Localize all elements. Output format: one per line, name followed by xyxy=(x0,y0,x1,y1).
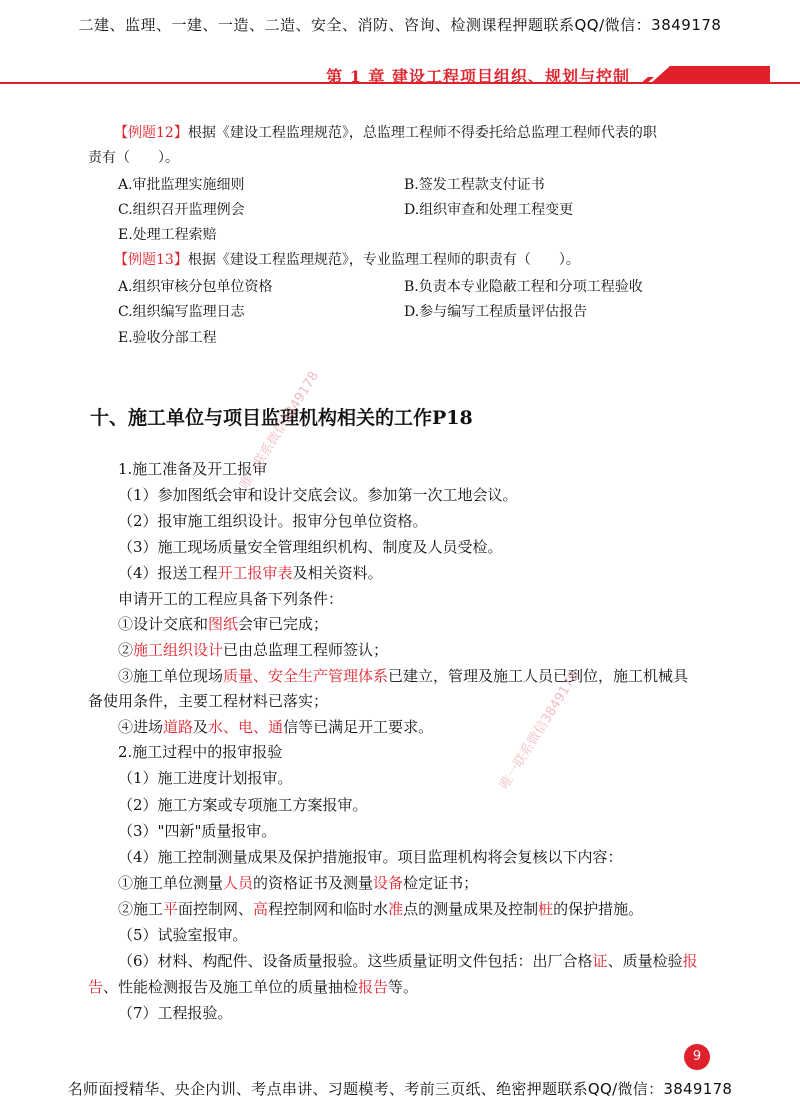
option-a: A.组织审核分包单位资格 xyxy=(118,279,273,295)
highlight-text: 图纸 xyxy=(208,615,239,633)
page-number-badge: 9 xyxy=(684,1044,710,1070)
condition-3-cont: 备使用条件，主要工程材料已落实； xyxy=(88,692,329,710)
highlight-text: 道路 xyxy=(163,718,194,736)
option-a: A.审批监理实施细则 xyxy=(118,177,245,193)
highlight-text: 水、电、通 xyxy=(208,718,284,736)
condition-4 xyxy=(118,716,433,737)
chapter-stripes-decoration xyxy=(640,66,770,84)
text-segment: ①设计交底和 xyxy=(118,615,209,633)
text-segment: （4）报送工程 xyxy=(118,564,218,582)
list-item xyxy=(118,562,383,583)
list-item: （3）施工现场质量安全管理组织机构、制度及人员受检。 xyxy=(118,538,503,556)
footer-promo: 名师面授精华、央企内训、考点串讲、习题模考、考前三页纸、绝密押题联系QQ/微信：3849178 xyxy=(67,1080,733,1098)
chapter-title: 第 1 章 建设工程项目组织、规划与控制 xyxy=(326,67,630,86)
highlight-text: 准 xyxy=(388,900,404,918)
list-item: （3）"四新"质量报审。 xyxy=(118,822,277,840)
option-e: E.处理工程索赔 xyxy=(118,227,217,243)
text-segment: 会审已完成； xyxy=(238,615,329,633)
highlight-text: 人员 xyxy=(223,874,254,892)
check-2 xyxy=(118,898,643,919)
list-item: （2）报审施工组织设计。报审分包单位资格。 xyxy=(118,512,428,530)
watermark-left: 唯一联系微信3849178 xyxy=(237,368,323,493)
text-segment: 已建立，管理及施工人员已到位，施工机械具 xyxy=(388,667,689,685)
text-segment: （6）材料、构配件、设备质量报验。这些质量证明文件包括：出厂合格 xyxy=(118,952,593,970)
list-item: （5）试验室报审。 xyxy=(118,926,248,944)
example-13-line1 xyxy=(114,249,580,269)
example-12-tag: 【例题12】 xyxy=(114,125,188,141)
conditions-intro: 申请开工的工程应具备下列条件： xyxy=(118,590,344,608)
highlight-text: 质量、安全生产管理体系 xyxy=(223,667,389,685)
text-segment: 等。 xyxy=(388,978,419,996)
text-segment: 及相关资料。 xyxy=(292,564,383,582)
example-13-stem: 根据《建设工程监理规范》，专业监理工程师的职责有（ ）。 xyxy=(187,252,580,268)
highlight-text: 桩 xyxy=(538,900,554,918)
condition-3 xyxy=(118,665,688,686)
check-1 xyxy=(118,872,478,893)
text-segment: 的资格证书及测量 xyxy=(253,874,374,892)
text-segment: 及 xyxy=(193,718,209,736)
list-item-cont xyxy=(88,976,418,997)
list-item: （4）施工控制测量成果及保护措施报审。项目监理机构将会复核以下内容： xyxy=(118,848,623,866)
highlight-text: 告 xyxy=(88,978,104,996)
text-segment: 程控制网和临时水 xyxy=(268,900,389,918)
list-item: （2）施工方案或专项施工方案报审。 xyxy=(118,796,368,814)
text-segment: 面控制网、 xyxy=(178,900,254,918)
watermark-right: 唯一联系微信3849178 xyxy=(497,668,583,793)
example-13-tag: 【例题13】 xyxy=(114,252,188,268)
text-segment: 信等已满足开工要求。 xyxy=(283,718,434,736)
option-b: B.签发工程款支付证书 xyxy=(404,177,545,193)
option-d: D.组织审查和处理工程变更 xyxy=(404,202,574,218)
highlight-text: 平 xyxy=(163,900,179,918)
list-item: （1）参加图纸会审和设计交底会议。参加第一次工地会议。 xyxy=(118,486,518,504)
subheading-2: 2.施工过程中的报审报验 xyxy=(118,743,283,761)
section-heading: 十、施工单位与项目监理机构相关的工作P18 xyxy=(90,407,473,429)
highlight-text: 证 xyxy=(592,952,608,970)
option-c: C.组织召开监理例会 xyxy=(118,202,245,218)
highlight-text: 报告 xyxy=(358,978,389,996)
example-12-stem: 根据《建设工程监理规范》，总监理工程师不得委托给总监理工程师代表的职 xyxy=(187,125,657,141)
example-12-line2: 责有（ ）。 xyxy=(88,150,179,166)
condition-1 xyxy=(118,613,328,634)
text-segment: 、质量检验 xyxy=(607,952,683,970)
option-b: B.负责本专业隐蔽工程和分项工程验收 xyxy=(404,279,643,295)
text-segment: ②施工 xyxy=(118,900,164,918)
chapter-bar xyxy=(0,62,800,88)
highlight-text: 报 xyxy=(682,952,698,970)
text-segment: 的保护措施。 xyxy=(553,900,644,918)
subheading-1: 1.施工准备及开工报审 xyxy=(118,460,268,478)
list-item xyxy=(118,950,698,971)
header-promo: 二建、监理、一建、一造、二造、安全、消防、咨询、检测课程押题联系QQ/微信：3849178 xyxy=(78,16,722,34)
highlight-text: 设备 xyxy=(373,874,404,892)
text-segment: ①施工单位测量 xyxy=(118,874,224,892)
option-e: E.验收分部工程 xyxy=(118,330,217,346)
list-item: （7）工程报验。 xyxy=(118,1004,233,1022)
text-segment: ② xyxy=(118,641,134,659)
text-segment: ③施工单位现场 xyxy=(118,667,224,685)
option-d: D.参与编写工程质量评估报告 xyxy=(404,304,588,320)
text-segment: 检定证书； xyxy=(403,874,479,892)
text-segment: 、性能检测报告及施工单位的质量抽检 xyxy=(103,978,359,996)
highlight-text: 开工报审表 xyxy=(217,564,293,582)
highlight-text: 高 xyxy=(253,900,269,918)
condition-2 xyxy=(118,639,388,660)
highlight-text: 施工组织设计 xyxy=(133,641,224,659)
example-12-line1 xyxy=(114,122,657,142)
text-segment: ④进场 xyxy=(118,718,164,736)
list-item: （1）施工进度计划报审。 xyxy=(118,769,293,787)
text-segment: 点的测量成果及控制 xyxy=(403,900,539,918)
option-c: C.组织编写监理日志 xyxy=(118,304,245,320)
text-segment: 已由总监理工程师签认； xyxy=(223,641,389,659)
